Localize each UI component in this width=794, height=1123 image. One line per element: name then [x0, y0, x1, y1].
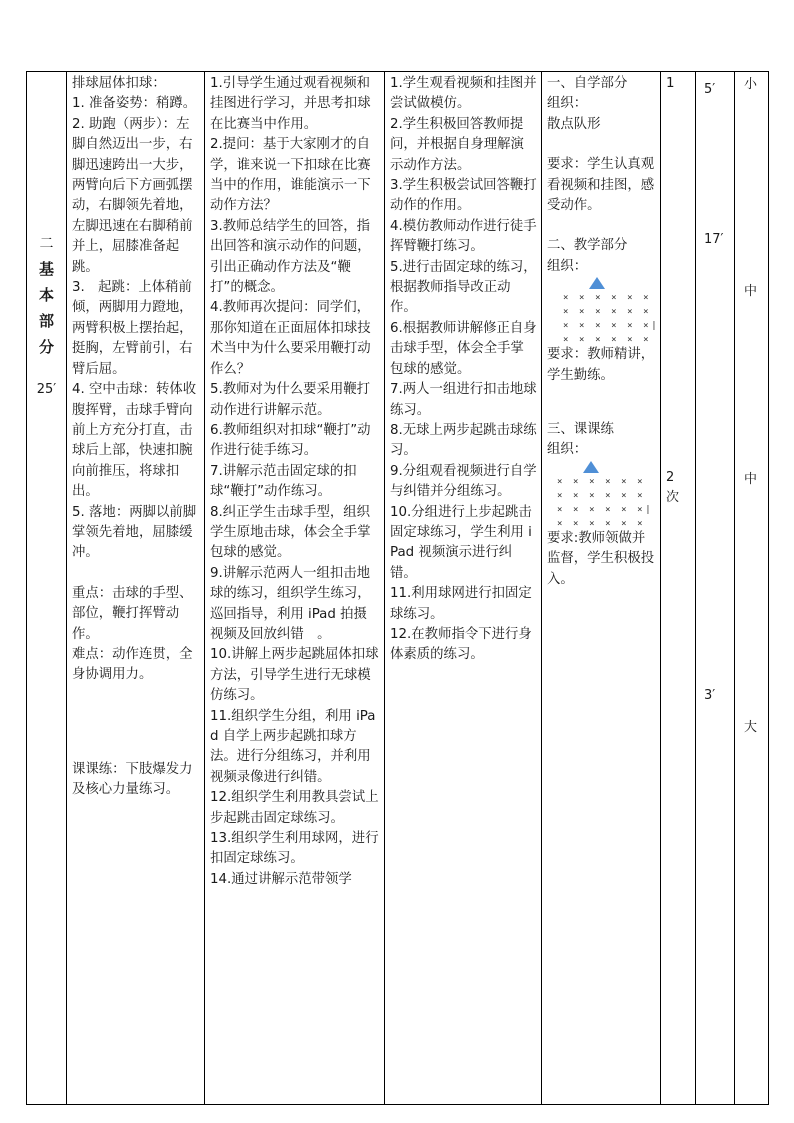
student-activity: 5.进行击固定球的练习，根据教师指导改正动作。	[390, 259, 537, 316]
student-activity: 9.分组观看视频进行自学与纠错并分组练习。	[390, 463, 537, 500]
teacher-activity: 6.教师组织对扣球“鞭打”动作进行徒手练习。	[210, 422, 371, 459]
count-value: 1	[666, 76, 675, 91]
teacher-activity: 5.教师对为什么要采用鞭打动作进行讲解示范。	[210, 382, 371, 418]
content-cell	[67, 72, 205, 1105]
daily-practice: 课课练：下肢爆发力及核心力量练习。	[72, 761, 193, 798]
teacher-activity: 8.纠正学生击球手型，组织学生原地击球，体会全手掌包球的感觉。	[210, 504, 371, 561]
section-name-char: 本	[38, 286, 54, 305]
time-cell	[696, 72, 735, 1105]
org-part2-label: 组织：	[547, 258, 588, 274]
org-part3-title: 三、课课练	[547, 422, 614, 438]
student-activity: 3.学生积极尝试回答鞭打动作的作用。	[390, 178, 537, 214]
student-activity: 4.模仿教师动作进行徒手挥臂鞭打练习。	[390, 218, 537, 255]
teacher-activity: 13.组织学生利用球网，进行扣固定球练习。	[210, 831, 379, 867]
section-name-char: 部	[38, 312, 54, 331]
intensity-value: 大	[744, 720, 758, 735]
formation-diagram	[557, 463, 654, 529]
section-name-char: 分	[38, 338, 54, 357]
lesson-plan-table	[26, 71, 769, 1105]
org-part2-title: 二、教学部分	[547, 238, 628, 254]
org-part3-requirement: 要求:教师领做并监督，学生积极投入。	[547, 530, 655, 587]
student-activity: 2.学生积极回答教师提问，并根据自身理解演示动作方法。	[390, 116, 524, 173]
section-name-char: 基	[38, 260, 54, 279]
student-activity: 11.利用球网进行扣固定球练习。	[390, 586, 532, 622]
teacher-activity: 7.讲解示范击固定球的扣球“鞭打”动作练习。	[210, 463, 357, 500]
student-activity: 8.无球上两步起跳击球练习。	[390, 422, 537, 459]
section-time: 25′	[36, 382, 57, 398]
triangle-icon	[589, 277, 605, 289]
teacher-activity: 11.组织学生分组，利用 iPad 自学上两步起跳扣球方法。进行分组练习，并利用视频录像进行纠错。	[210, 708, 376, 785]
student-activities-cell	[385, 72, 542, 1105]
content-title: 排球屈体扣球：	[72, 76, 166, 91]
cross-icon-row: × × × × × ×	[563, 293, 652, 304]
count-cell	[661, 72, 696, 1105]
org-part1-formation: 散点队形	[547, 116, 601, 132]
student-activity: 7.两人一组进行扣击地球练习。	[390, 382, 537, 418]
cross-icon-row: × × × × × ×	[557, 476, 646, 487]
difficulty: 难点：动作连贯，全身协调用力。	[72, 646, 193, 683]
teacher-activity: 2.提问：基于大家刚才的自学，谁来说一下扣球在比赛当中的作用，谁能演示一下动作方法？	[210, 137, 371, 214]
teacher-activity: 12.组织学生利用教具尝试上步起跳击固定球练习。	[210, 790, 379, 826]
key-point: 重点：击球的手型、部位，鞭打挥臂动作。	[72, 585, 193, 642]
org-part1-title: 一、自学部分	[547, 76, 628, 91]
student-activity: 6.根据教师讲解修正自身击球手型，体会全手掌包球的感觉。	[390, 320, 537, 377]
content-step: 3. 起跳：上体稍前倾，两脚用力蹬地，两臂积极上摆抬起，挺胸，左臂前引，右臂后屈。	[72, 280, 193, 377]
cross-icon-row: × × × × × ×	[557, 518, 646, 529]
cross-icon-row: × × × × × ×	[563, 307, 652, 318]
count-value: 2	[666, 470, 675, 485]
intensity-value: 中	[744, 472, 758, 487]
student-activity: 12.在教师指令下进行身体素质的练习。	[390, 626, 532, 663]
section-number: 二	[39, 236, 54, 252]
org-part2-requirement: 要求：教师精讲，学生勤练。	[547, 347, 655, 383]
student-activity: 1.学生观看视频和挂图并尝试做模仿。	[390, 76, 537, 112]
count-unit: 次	[666, 490, 680, 505]
student-activity: 10.分组进行上步起跳击固定球练习，学生利用 iPad 视频演示进行纠错。	[390, 504, 532, 581]
triangle-icon	[583, 461, 599, 473]
time-value: 5′	[704, 82, 716, 97]
content-step: 5. 落地：两脚以前脚掌领先着地，屈膝缓冲。	[72, 504, 197, 561]
teacher-activity: 1.引导学生通过观看视频和挂图进行学习，并思考扣球在比赛当中作用。	[210, 76, 371, 132]
intensity-value: 小	[744, 77, 758, 92]
time-value: 3′	[704, 688, 716, 703]
cross-icon-row: × × × × × ×	[557, 490, 646, 501]
content-step: 2. 助跑（两步）：左脚自然迈出一步，右脚迅速跨出一大步，两臂向后下方画弧摆动，右脚领先着地，左脚迅速在右脚稍前并上，屈膝准备起跳。	[72, 116, 193, 275]
teacher-activity: 10.讲解上两步起跳屈体扣球方法，引导学生进行无球模仿练习。	[210, 647, 379, 704]
content-step: 4. 空中击球：转体收腹挥臂，击球手臂向前上方充分打直，击球后上部，快速扣腕向前推压，将球扣出。	[72, 382, 197, 500]
time-value: 17′	[704, 232, 724, 247]
intensity-cell	[735, 72, 769, 1105]
cross-icon-row: × × × × × ×|	[557, 504, 654, 515]
formation-diagram	[563, 279, 660, 346]
content-step: 1. 准备姿势：稍蹲。	[72, 96, 197, 112]
cross-icon-row: × × × × × ×|	[563, 321, 660, 332]
teacher-activity: 14.通过讲解示范带领学	[210, 871, 352, 887]
org-part1-label: 组织：	[547, 96, 588, 112]
org-part1-requirement: 要求：学生认真观看视频和挂图，感受动作。	[547, 157, 655, 214]
teacher-activity: 9.讲解示范两人一组扣击地球的练习，组织学生练习，巡回指导，利用 iPad 拍摄视频及回放纠错 。	[210, 565, 371, 642]
intensity-value: 中	[744, 284, 758, 299]
organization-cell	[542, 72, 661, 1105]
teacher-activity: 3.教师总结学生的回答，指出回答和演示动作的问题，引出正确动作方法及“鞭打”的概念。	[210, 218, 371, 296]
section-cell	[27, 72, 67, 1105]
org-part3-label: 组织：	[547, 442, 588, 458]
teacher-activities-cell	[205, 72, 385, 1105]
teacher-activity: 4.教师再次提问：同学们，那你知道在正面屈体扣球技术当中为什么要采用鞭打动作么？	[210, 300, 371, 377]
cross-icon-row: × × × × × ×	[563, 335, 652, 346]
